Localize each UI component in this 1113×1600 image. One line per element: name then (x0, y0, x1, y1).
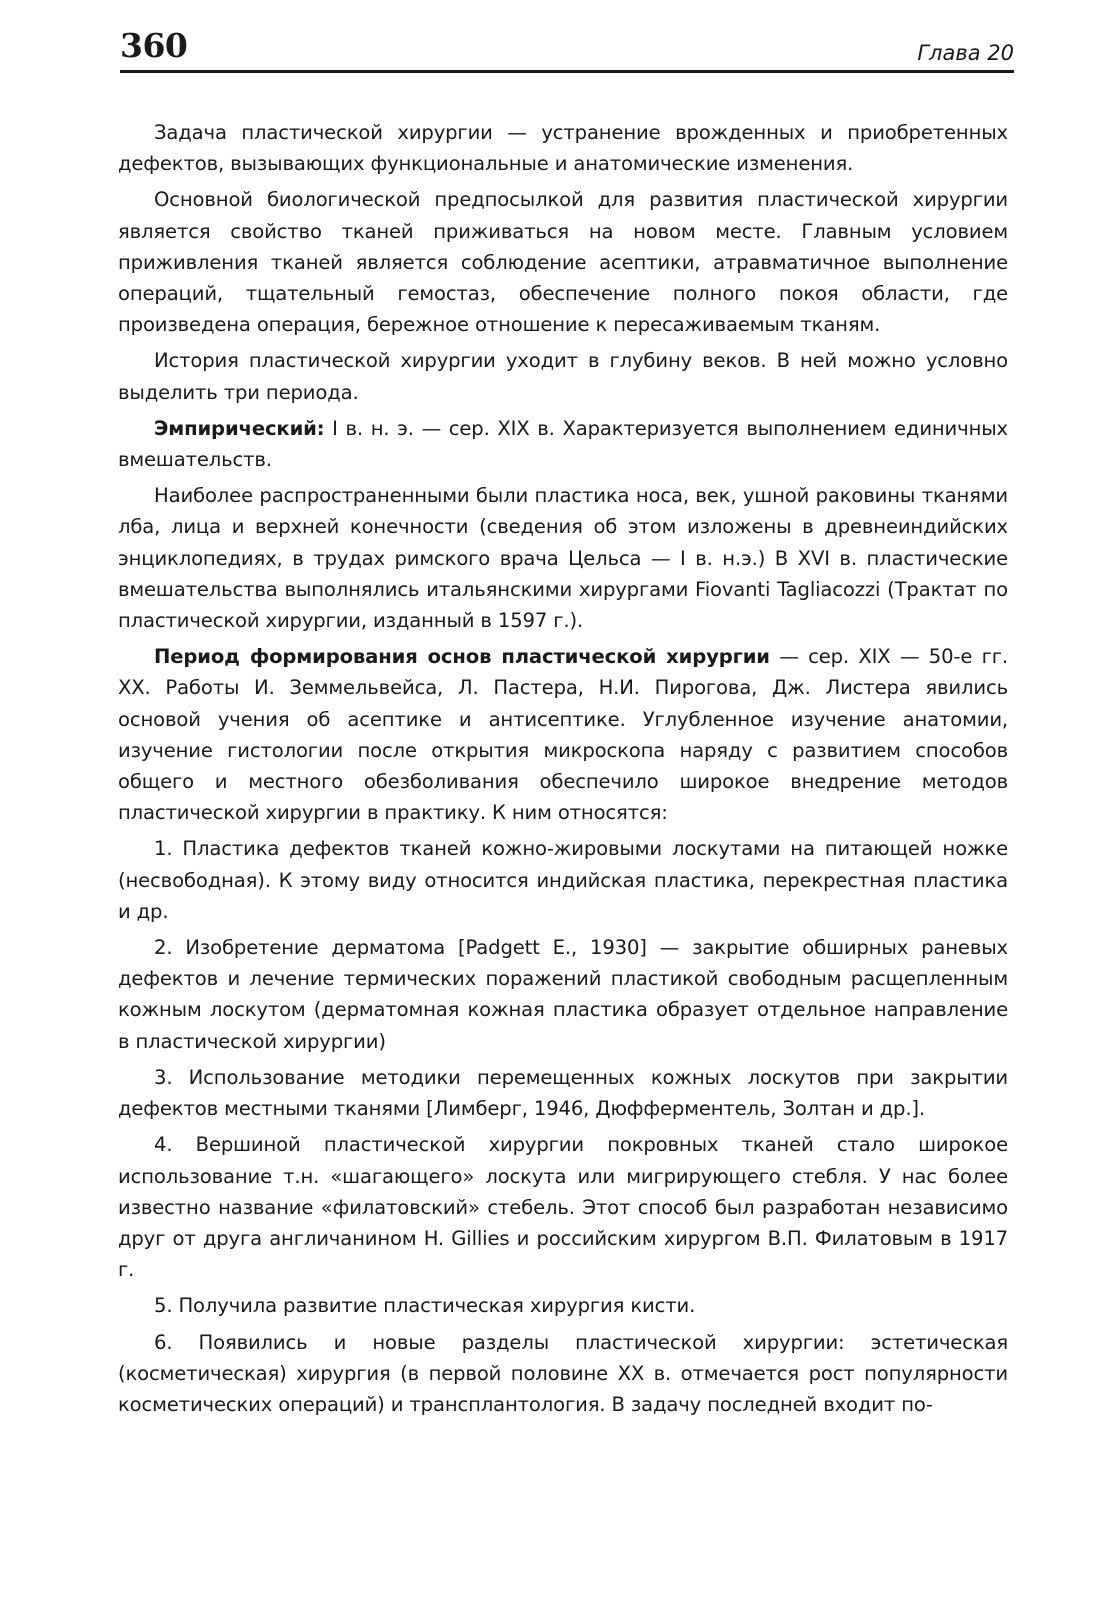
list-item: 4. Вершиной пластической хирургии покровных тканей стало широкое использование т.н. «шагающего» лоскута или мигрирующего стебля. У нас более известно название «филатовский» стебель. Этот способ был разработан независимо друг от друга англичанином H. Gillies и российским хирургом В.П. Филатовым в 1917 г. (118, 1133, 1008, 1282)
list-item: 2. Изобретение дерматома [Padgett E., 1930] — закрытие обширных раневых дефектов и лечение термических поражений пластикой свободным расщепленным кожным лоскутом (дерматомная кожная пластика образует отдельное направление в пластической хирургии) (118, 936, 1008, 1053)
term-formation-period: Период формирования основ пластической хирургии (154, 645, 770, 669)
body-text (118, 117, 1008, 1425)
list-item: 6. Появились и новые разделы пластической хирургии: эстетическая (косметическая) хирургия (в первой половине XX в. отмечается рост популярности косметических операций) и трансплантология. В задачу последней входит по- (118, 1330, 1008, 1416)
page-header (120, 26, 1014, 78)
paragraph-empirical: Эмпирический: I в. н. э. — сер. XIX в. Характеризуется выполнением единичных вмешательств. (118, 416, 1008, 472)
term-empirical: Эмпирический: (154, 416, 325, 440)
paragraph-history: История пластической хирургии уходит в глубину веков. В ней можно условно выделить три периода. (118, 349, 1008, 404)
paragraph-formation-period: Период формирования основ пластической хирургии — сер. XIX — 50-е гг. XX. Работы И. Земмельвейса, Л. Пастера, Н.И. Пирогова, Дж. Листера явились основой учения об асептике и антисептике. Углубленное изучение анатомии, изучение гистологии после открытия микроскопа наряду с развитием способов общего и местного обезболивания обеспечило широкое внедрение методов пластической хирургии в практику. К ним относятся: (118, 645, 1009, 825)
page-number: 360 (120, 26, 188, 65)
list-item: 1. Пластика дефектов тканей кожно-жировыми лоскутами на питающей ножке (несвободная). К этому виду относится индийская пластика, перекрестная пластика и др. (118, 837, 1008, 923)
chapter-title: Глава 20 (917, 41, 1014, 65)
paragraph-intro: Задача пластической хирургии — устранение врожденных и приобретенных дефектов, вызывающих функциональные и анатомические изменения. (118, 121, 1008, 176)
list-item: 5. Получила развитие пластическая хирургия кисти. (154, 1294, 696, 1318)
list-item: 3. Использование методики перемещенных кожных лоскутов при закрытии дефектов местными тканями [Лимберг, 1946, Дюфферментель, Золтан и др.]. (118, 1065, 1008, 1121)
paragraph-biology: Основной биологической предпосылкой для развития пластической хирургии является свойство тканей приживаться на новом месте. Главным условием приживления тканей является соблюдение асептики, атравматичное выполнение операций, тщательный гемостаз, обеспечение полного покоя области, где произведена операция, бережное отношение к пересаживаемым тканям. (118, 188, 1008, 337)
paragraph-common-procedures: Наиболее распространенными были пластика носа, век, ушной раковины тканями лба, лица и верхней конечности (сведения об этом изложены в древнеиндийских энциклопедиях, в трудах римского врача Цельса — I в. н.э.) В XVI в. пластические вмешательства выполнялись итальянскими хирургами Fiovanti Tagliacozzi (Трактат по пластической хирургии, изданный в 1597 г.). (118, 484, 1008, 633)
header-rule (120, 70, 1014, 73)
